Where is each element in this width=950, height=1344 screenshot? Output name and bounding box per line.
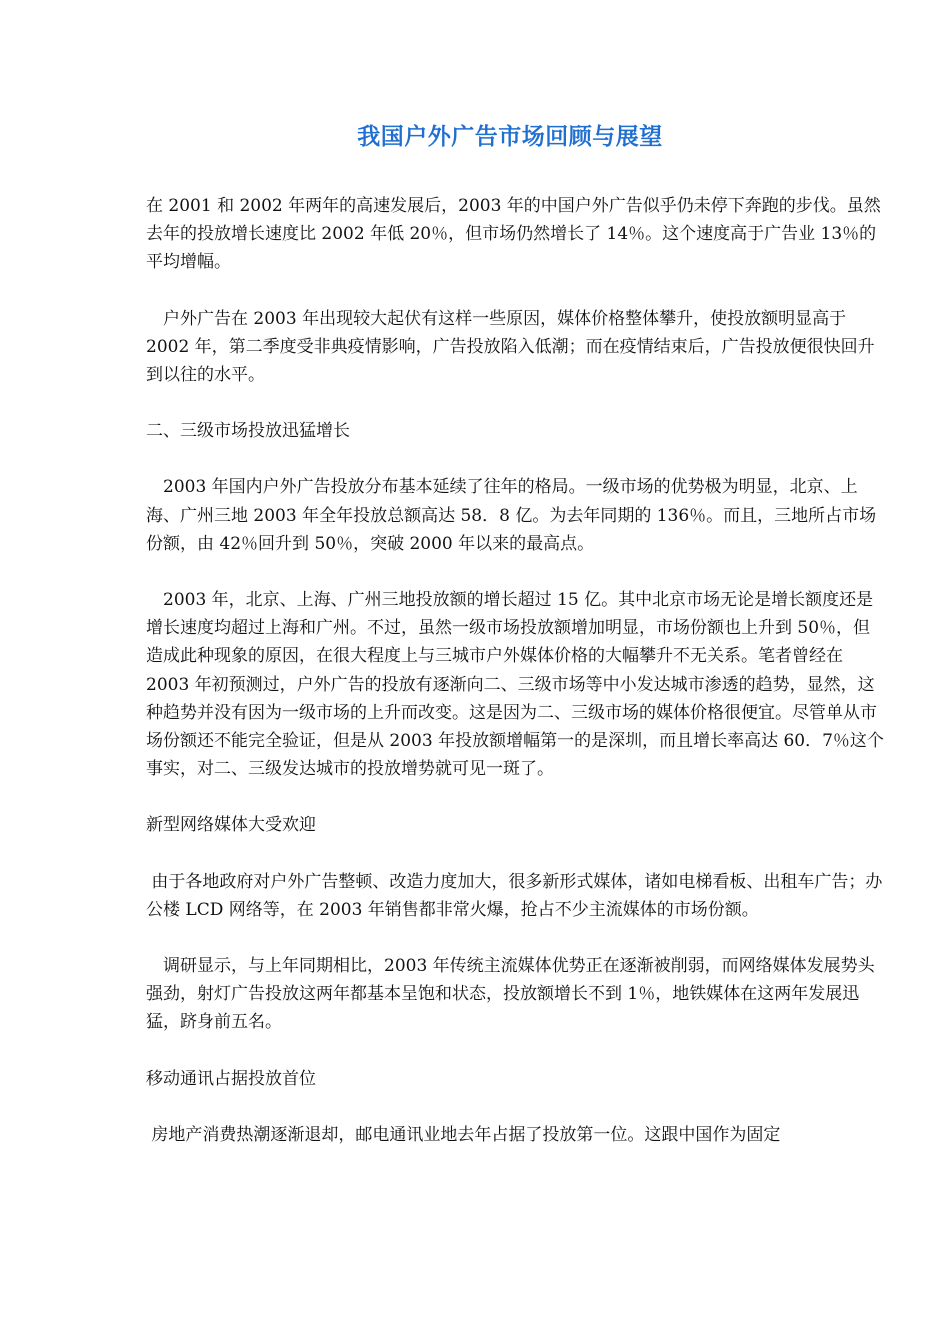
paragraph-fluctuation: 户外广告在 2003 年出现较大起伏有这样一些原因，媒体价格整体攀升，使投放额明显高于 2002 年，第二季度受非典疫情影响，广告投放陷入低潮；而在疫情结束后，广告投放便很快回升到以往的水平。 bbox=[146, 308, 875, 386]
section-heading-mobile-communications: 移动通讯占据投放首位 bbox=[146, 1068, 316, 1089]
paragraph-new-media: 由于各地政府对户外广告整顿、改造力度加大，很多新形式媒体，诸如电梯看板、出租车广告；办公楼 LCD 网络等，在 2003 年销售都非常火爆，抢占不少主流媒体的市场份额。 bbox=[146, 871, 883, 920]
paragraph-survey: 调研显示，与上年同期相比，2003 年传统主流媒体优势正在逐渐被削弱，而网络媒体发展势头强劲，射灯广告投放这两年都基本呈饱和状态，投放额增长不到 1％，地铁媒体在这两年发展迅猛，跻身前五名。 bbox=[146, 956, 875, 1033]
document-title: 我国户外广告市场回顾与展望 bbox=[357, 123, 663, 150]
section-heading-secondary-markets: 二、三级市场投放迅猛增长 bbox=[146, 421, 350, 442]
paragraph-telecom: 房地产消费热潮逐渐退却，邮电通讯业地去年占据了投放第一位。这跟中国作为固定 bbox=[146, 1124, 781, 1145]
document-body bbox=[146, 192, 886, 1177]
paragraph-intro: 在 2001 和 2002 年两年的高速发展后，2003 年的中国户外广告似乎仍未停下奔跑的步伐。虽然去年的投放增长速度比 2002 年低 20％，但市场仍然增长了 14％。这个速度高于广告业 13％的平均增幅。 bbox=[146, 196, 881, 273]
paragraph-distribution: 2003 年国内户外广告投放分布基本延续了往年的格局。一级市场的优势极为明显，北京、上海、广州三地 2003 年全年投放总额高达 58．8 亿。为去年同期的 136％。而且，三地所占市场份额，由 42％回升到 50％，突破 2000 年以来的最高点。 bbox=[146, 477, 877, 554]
paragraph-growth: 2003 年，北京、上海、广州三地投放额的增长超过 15 亿。其中北京市场无论是增长额度还是增长速度均超过上海和广州。不过，虽然一级市场投放额增加明显，市场份额也上升到 50％，但造成此种现象的原因，在很大程度上与三城市户外媒体价格的大幅攀升不无关系。笔者曾经在 2003 年初预测过，户外广告的投放有逐渐向二、三级市场等中小发达城市渗透的趋势，显然，这种趋势并没有因为一级市场的上升而改变。这是因为二、三级市场的媒体价格很便宜。尽管单从市场份额还不能完全验证，但是从 2003 年投放额增幅第一的是深圳，而且增长率高达 60．7％这个事实，对二、三级发达城市的投放增势就可见一斑了。 bbox=[146, 590, 884, 780]
section-heading-network-media: 新型网络媒体大受欢迎 bbox=[146, 815, 316, 836]
